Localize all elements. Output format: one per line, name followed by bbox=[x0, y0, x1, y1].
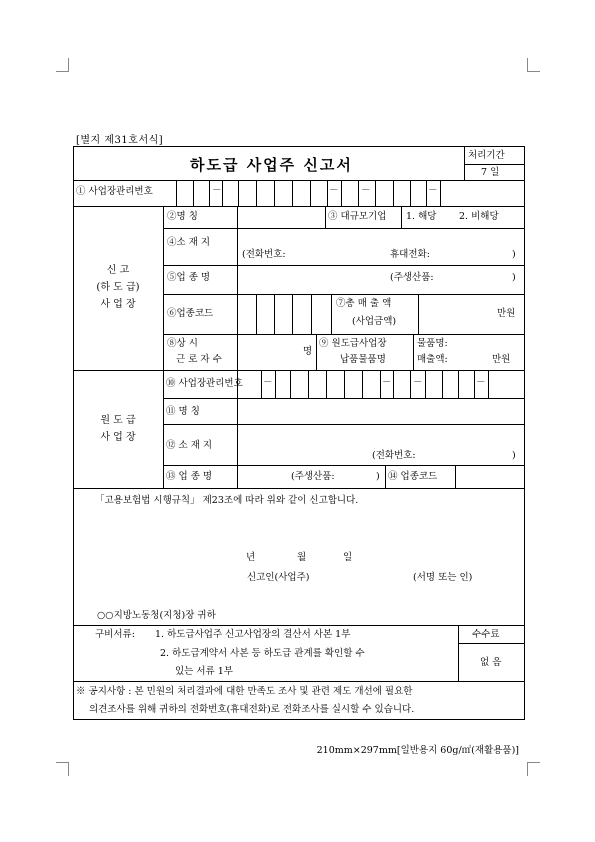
paren: ) bbox=[512, 450, 516, 461]
document-item-2b: 있는 서류 1부 bbox=[175, 666, 233, 677]
reporter-signature-label: 신고인(사업주) bbox=[247, 572, 310, 583]
prime-delivery-label: ⑨ 원도급사업장 bbox=[319, 338, 387, 349]
total-sales-label: ⑦총 매 출 액 bbox=[336, 298, 392, 309]
workers-label: ⑧상 시 bbox=[167, 338, 198, 349]
item-name-label: 물품명: bbox=[417, 338, 448, 349]
prime-section-label: 원 도 급 사 업 장 bbox=[100, 415, 136, 443]
mgmt-number-label: ① 사업장관리번호 bbox=[76, 186, 153, 197]
dash: － bbox=[382, 377, 392, 388]
workers-unit: 명 bbox=[303, 346, 313, 357]
form-number-label: [별지 제31호서식] bbox=[76, 135, 164, 146]
large-company-label: ③ 대규모기업 bbox=[328, 211, 387, 222]
dash: － bbox=[329, 185, 339, 196]
phone-label: (전화번호: bbox=[242, 249, 286, 260]
crop-mark bbox=[68, 58, 69, 72]
industry-label: ⑤업 종 명 bbox=[167, 272, 211, 283]
paper-spec-footer: 210mm×297mm[일반용지 60g/㎡(재활용품)] bbox=[316, 745, 519, 756]
month-label: 월 bbox=[297, 552, 307, 563]
crop-mark bbox=[56, 762, 69, 763]
prime-mgmt-label: ⑩ 사업장관리번호 bbox=[166, 378, 243, 389]
year-label: 년 bbox=[246, 552, 256, 563]
reporter-section-label: 신 고 (하 도 급) 사 업 장 bbox=[96, 265, 140, 310]
total-sales-sub: (사업금액) bbox=[352, 316, 397, 327]
prime-phone-label: (전화번호: bbox=[372, 450, 416, 461]
day-label: 일 bbox=[343, 552, 353, 563]
sales-unit: 만원 bbox=[497, 308, 516, 319]
sign-label: (서명 또는 인) bbox=[413, 572, 473, 583]
fee-value: 없 음 bbox=[480, 657, 502, 668]
mobile-label: 휴대전화: bbox=[390, 249, 430, 260]
address-label: ④소 재 지 bbox=[167, 237, 211, 248]
prime-code-label: ⑭ 업종코드 bbox=[388, 471, 438, 482]
dash: － bbox=[263, 377, 273, 388]
paren: ) bbox=[512, 249, 516, 260]
fee-label: 수수료 bbox=[472, 629, 500, 640]
document-item-1: 1. 하도급사업주 신고사업장의 결산서 사본 1부 bbox=[155, 629, 351, 640]
processing-period-label: 처리기간 bbox=[468, 150, 505, 161]
workers-label-2: 근 로 자 수 bbox=[176, 354, 222, 365]
large-company-yes[interactable]: 1. 해당 bbox=[406, 211, 437, 222]
notice-line-2: 의견조사를 위해 귀하의 전화번호(휴대전화)로 전화조사를 실시할 수 있습니다. bbox=[89, 704, 415, 715]
name-label: ②명 칭 bbox=[167, 211, 198, 222]
crop-mark bbox=[527, 71, 540, 72]
documents-label: 구비서류: bbox=[95, 629, 135, 640]
dash: － bbox=[361, 185, 371, 196]
divider bbox=[73, 206, 525, 207]
item-sales-unit: 만원 bbox=[492, 354, 511, 365]
item-sales-label: 매출액: bbox=[417, 354, 448, 365]
crop-mark bbox=[68, 762, 69, 776]
crop-mark bbox=[56, 71, 69, 72]
notice-line-1: ※ 공지사항 : 본 민원의 처리결과에 대한 만족도 조사 및 관련 제도 개선에 필요한 bbox=[76, 686, 413, 697]
prime-industry-label: ⑬ 업 종 명 bbox=[166, 471, 213, 482]
declaration-text: 「고용보험법 시행규칙」 제23조에 따라 위와 같이 신고합니다. bbox=[95, 495, 359, 506]
divider bbox=[464, 164, 524, 165]
prime-product-label: (주생산품: bbox=[291, 471, 335, 482]
divider bbox=[464, 146, 465, 180]
processing-period-value: 7 일 bbox=[481, 167, 500, 178]
large-company-no[interactable]: 2. 비해당 bbox=[459, 211, 499, 222]
dash: － bbox=[476, 377, 486, 388]
paren: ) bbox=[512, 272, 516, 283]
crop-mark bbox=[527, 762, 540, 763]
crop-mark bbox=[527, 762, 528, 776]
dash: － bbox=[212, 185, 222, 196]
divider bbox=[73, 180, 525, 181]
dash: － bbox=[428, 185, 438, 196]
document-item-2: 2. 하도급계약서 사본 등 하도급 관계를 확인할 수 bbox=[160, 648, 365, 659]
prime-name-label: ⑪ 명 칭 bbox=[166, 406, 200, 417]
crop-mark bbox=[527, 58, 528, 72]
prime-address-label: ⑫ 소 재 지 bbox=[166, 440, 213, 451]
recipient: ○○지방노동청(지청)장 귀하 bbox=[97, 610, 216, 621]
dash: － bbox=[413, 377, 423, 388]
section-divider bbox=[163, 206, 164, 488]
prime-delivery-label-2: 납품물품명 bbox=[340, 354, 386, 365]
paren: ) bbox=[376, 471, 380, 482]
industry-code-label: ⑥업종코드 bbox=[167, 308, 214, 319]
form-title: 하도급 사업주 신고서 bbox=[190, 156, 353, 174]
product-label: (주생산품: bbox=[390, 272, 434, 283]
